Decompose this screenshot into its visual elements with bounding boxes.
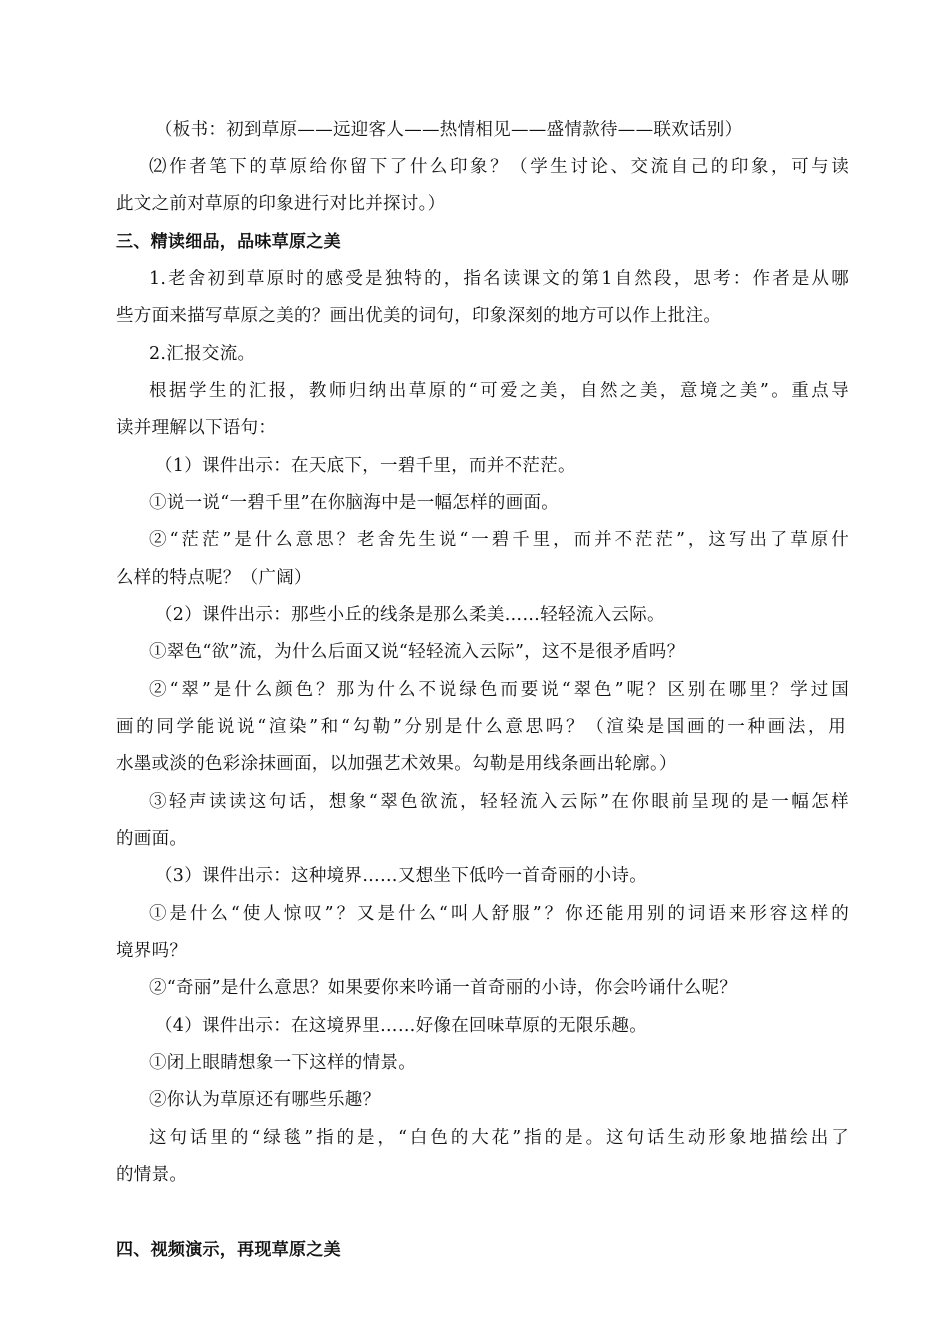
courseware-1-q2-line-1: ②“茫茫”是什么意思？老舍先生说“一碧千里，而并不茫茫”，这写出了草原什 [149, 530, 849, 550]
courseware-1: （1）课件出示：在天底下，一碧千里，而并不茫茫。 [155, 456, 576, 476]
summary-line-2: 读并理解以下语句： [116, 418, 277, 438]
section-heading-3: 三、精读细品，品味草原之美 [116, 232, 341, 252]
courseware-3-q1-line-2: 境界吗？ [116, 941, 188, 961]
courseware-1-q1: ①说一说“一碧千里”在你脑海中是一幅怎样的画面。 [149, 493, 560, 513]
courseware-2-q3-line-1: ③轻声读读这句话，想象“翠色欲流，轻轻流入云际”在你眼前呈现的是一幅怎样 [149, 792, 849, 812]
summary-line-1: 根据学生的汇报，教师归纳出草原的“可爱之美，自然之美，意境之美”。重点导 [149, 381, 849, 401]
courseware-2-q1: ①翠色“欲”流，为什么后面又说“轻轻流入云际”，这不是很矛盾吗？ [149, 642, 685, 662]
item-1-line-2: 些方面来描写草原之美的？画出优美的词句，印象深刻的地方可以作上批注。 [116, 306, 722, 326]
section-heading-4: 四、视频演示，再现草原之美 [116, 1240, 341, 1260]
courseware-2-q2-line-1: ②“翠”是什么颜色？那为什么不说绿色而要说“翠色”呢？区别在哪里？学过国 [149, 680, 849, 700]
item-1-line-1: 1.老舍初到草原时的感受是独特的，指名读课文的第1自然段，思考：作者是从哪 [149, 269, 849, 289]
courseware-4-q2: ②你认为草原还有哪些乐趣？ [149, 1090, 381, 1110]
question-2-line-2: 此文之前对草原的印象进行对比并探讨。） [116, 194, 446, 214]
courseware-4: （4）课件出示：在这境界里……好像在回味草原的无限乐趣。 [155, 1016, 648, 1036]
courseware-1-q2-line-2: 么样的特点呢？（广阔） [116, 568, 312, 588]
courseware-2-q2-line-2: 画的同学能说说“渲染”和“勾勒”分别是什么意思吗？（渲染是国画的一种画法，用 [116, 717, 846, 737]
courseware-2-q3-line-2: 的画面。 [116, 829, 188, 849]
courseware-2: （2）课件出示：那些小丘的线条是那么柔美……轻轻流入云际。 [155, 605, 665, 625]
courseware-3-q2: ②“奇丽”是什么意思？如果要你来吟诵一首奇丽的小诗，你会吟诵什么呢？ [149, 978, 738, 998]
blackboard-note: （板书：初到草原——远迎客人——热情相见——盛情款待——联欢话别） [155, 120, 743, 140]
item-2: 2.汇报交流。 [149, 344, 256, 364]
fill-blank-line-2: 的情景。 [116, 1165, 188, 1185]
fill-blank-line-1: 这句话里的“绿毯”指的是，“白色的大花”指的是。这句话生动形象地描绘出了 [149, 1128, 849, 1148]
courseware-4-q1: ①闭上眼睛想象一下这样的情景。 [149, 1053, 416, 1073]
courseware-3-q1-line-1: ①是什么“使人惊叹”？又是什么“叫人舒服”？你还能用别的词语来形容这样的 [149, 904, 849, 924]
question-2-line-1: ⑵作者笔下的草原给你留下了什么印象？（学生讨论、交流自己的印象，可与读 [149, 157, 849, 177]
courseware-2-q2-line-3: 水墨或淡的色彩涂抹画面，以加强艺术效果。勾勒是用线条画出轮廓。） [116, 754, 677, 774]
courseware-3: （3）课件出示：这种境界……又想坐下低吟一首奇丽的小诗。 [155, 866, 648, 886]
